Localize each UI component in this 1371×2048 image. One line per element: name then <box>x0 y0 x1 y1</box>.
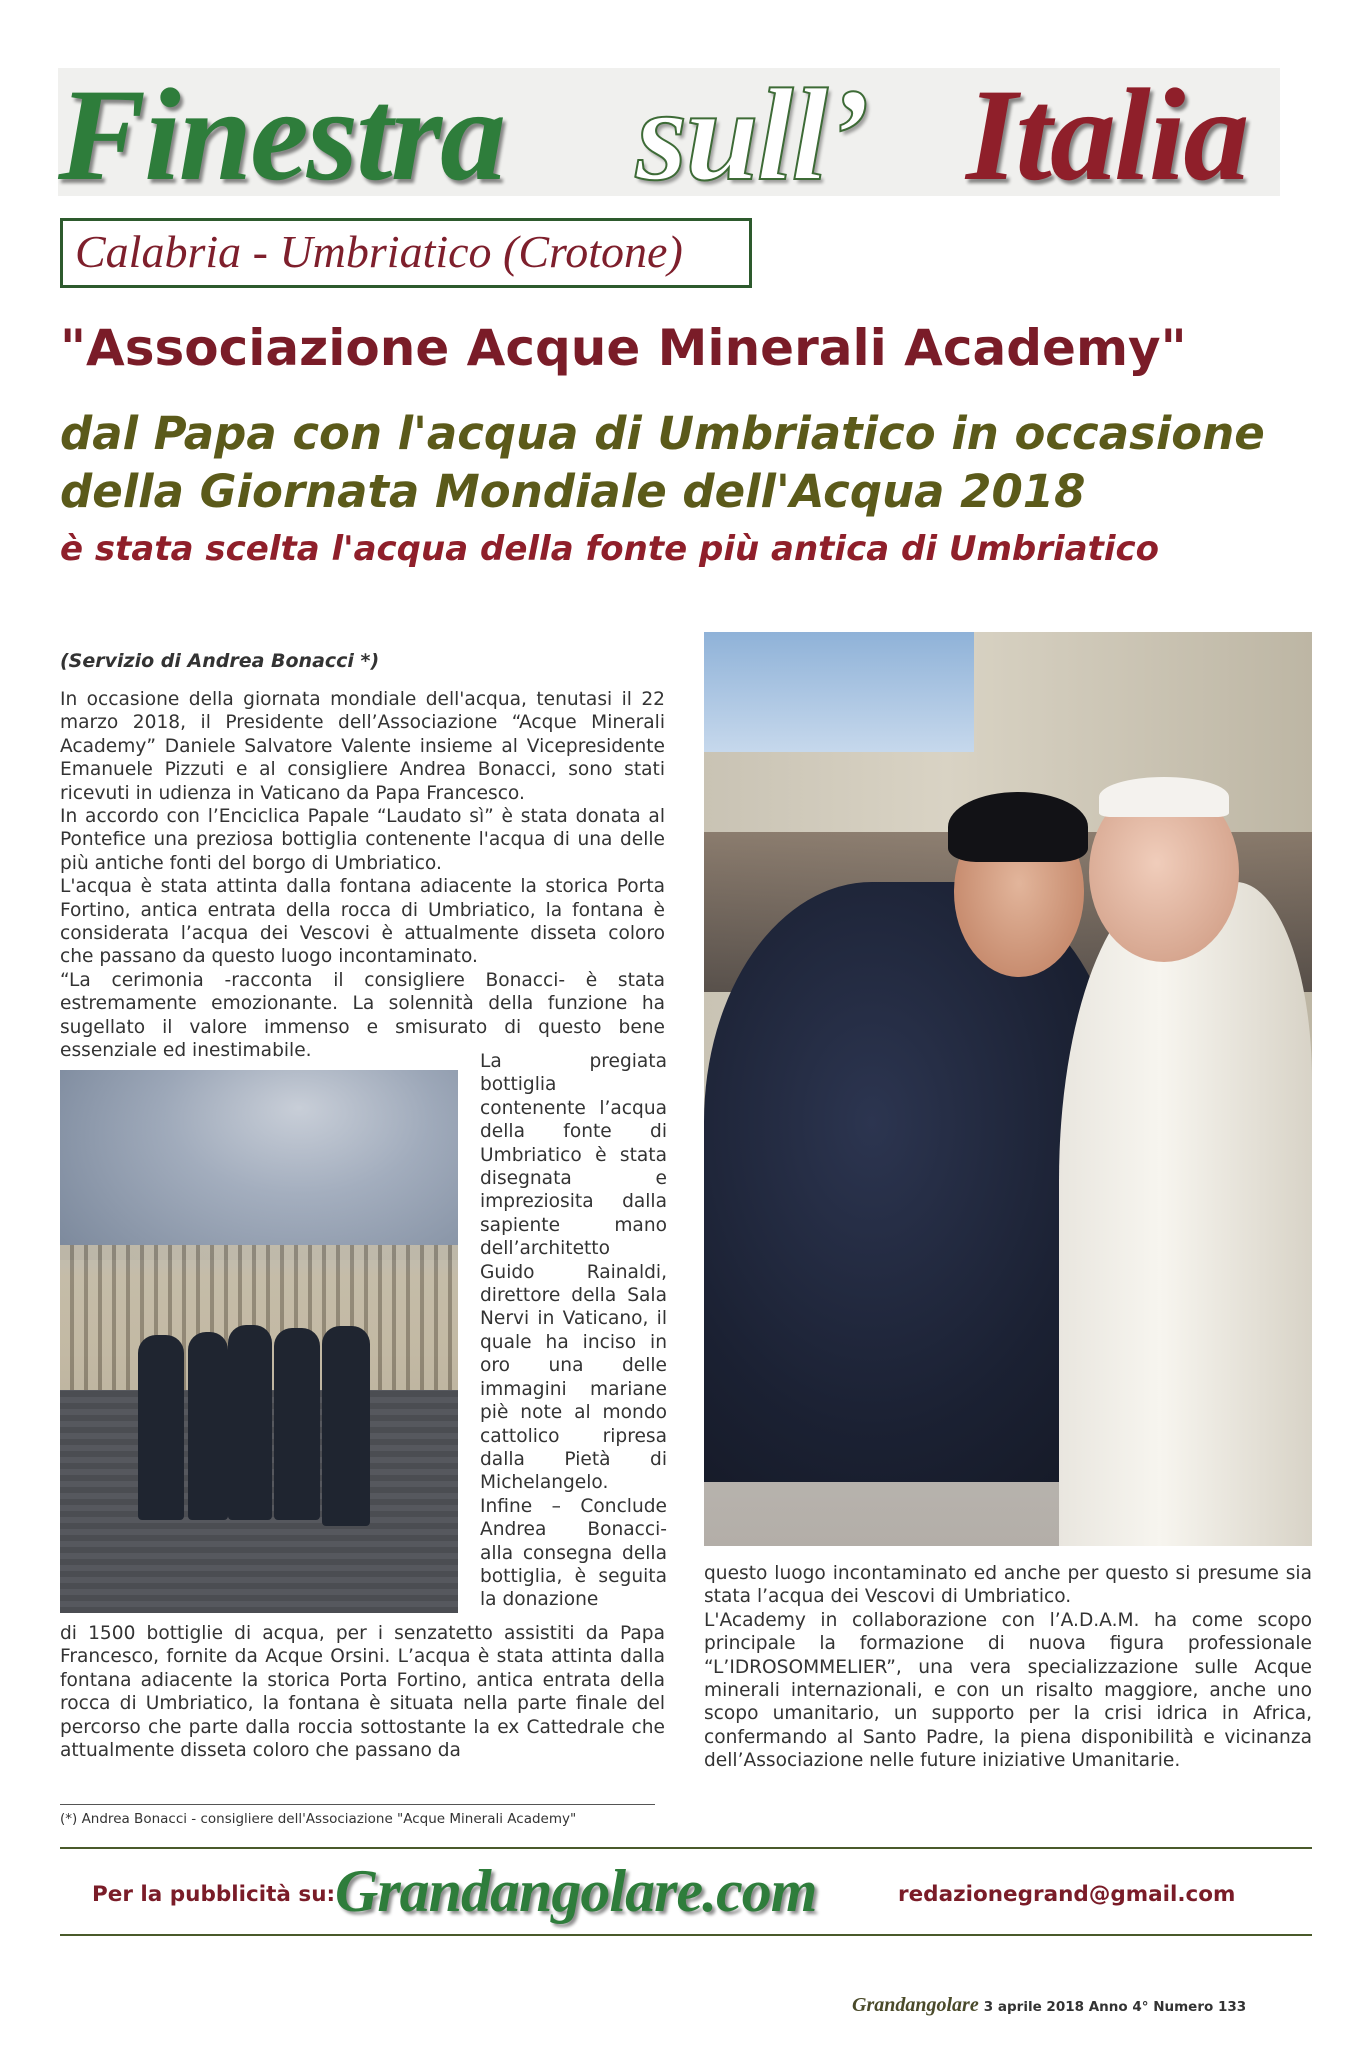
photo-person <box>188 1332 228 1520</box>
masthead-word-italia: Italia <box>966 61 1248 208</box>
masthead-word-sull: sull’ <box>636 61 869 208</box>
photo-person <box>322 1326 370 1526</box>
footnote: (*) Andrea Bonacci - consigliere dell'Associazione "Acque Minerali Academy" <box>60 1811 577 1827</box>
article-paragraph: di 1500 bottiglie di acqua, per i senzatetto assistiti da Papa Francesco, fornite da Acque Orsini. L’acqua è stata attinta dalla fontana adiacente la storica Porta Fortino, antica entrata della rocca di Umbriatico, la fontana è situata nella parte finale del percorso che parte dalla roccia sottostante la ex Cattedrale che attualmente disseta coloro che passano da <box>60 1623 665 1762</box>
article-paragraph: L'Academy in collaborazione con l’A.D.A.M. ha come scopo principale la formazione di nuova figura professionale “L’IDROSOMMELIER”, una vera specializzazione sulle Acque minerali internazionali, e con un risalto maggiore, anche uno scopo umanitario, un supporto per la crisi idrica in Africa, confermando al Santo Padre, la piena disponibilità e vicinanza dell’Associazione nelle future iniziative Umanitarie. <box>704 1609 1312 1772</box>
photo-hair <box>948 792 1088 862</box>
photo-group-st-peters-square <box>60 1070 458 1613</box>
article-paragraph: La pregiata bottiglia contenente l’acqua della fonte di Umbriatico è stata disegnata e impreziosita dalla sapiente mano dell’architetto Guido Rainaldi, direttore della Sala Nervi in Vaticano, il quale ha inciso in oro una delle immagini mariane piè note al mondo cattolico ripresa dalla Pietà di Michelangelo. <box>480 1051 667 1494</box>
masthead <box>58 61 1280 208</box>
location-box <box>60 218 752 288</box>
photo-sky <box>60 1070 458 1260</box>
article-paragraph: Infine – Conclude Andrea Bonacci- alla consegna della bottiglia, è seguita la donazione <box>480 1495 667 1611</box>
photo-pope-robe <box>1059 882 1312 1546</box>
footer-publication: Grandangolare <box>852 1994 979 2016</box>
photo-zucchetto <box>1099 777 1229 817</box>
photo-person <box>138 1335 184 1520</box>
masthead-word-finestra: Finestra <box>58 61 505 208</box>
footnote-divider <box>60 1804 655 1805</box>
ad-divider-bottom <box>60 1934 1312 1936</box>
subheadline-secondary: è stata scelta l'acqua della fonte più antica di Umbriatico <box>60 529 1159 569</box>
footer-issue: 3 aprile 2018 Anno 4° Numero 133 <box>983 1999 1247 2015</box>
article-paragraph: L'acqua è stata attinta dalla fontana adiacente la storica Porta Fortino, antica entrata della rocca di Umbriatico, la fontana è considerata l’acqua dei Vescovi è attualmente disseta coloro che passano da questo luogo incontaminato. <box>60 876 665 968</box>
photo-sky <box>704 632 974 752</box>
article-paragraph: “La cerimonia -racconta il consigliere Bonacci- è stata estremamente emozionante. La solennità della funzione ha sugellato il valore immenso e smisurato di questo bene essenziale ed inestimabile. <box>60 969 665 1062</box>
location-label: Calabria - Umbriatico (Crotone) <box>75 226 683 277</box>
subheadline: dal Papa con l'acqua di Umbriatico in occasione della Giornata Mondiale dell'Acqua 2018 <box>60 407 1265 518</box>
article-paragraph: In accordo con l’Enciclica Papale “Laudato sì” è stata donata al Pontefice una preziosa bottiglia contenente l'acqua di una delle più antiche fonti del borgo di Umbriatico. <box>60 806 665 874</box>
page-footer <box>852 1994 1246 2017</box>
headline: "Associazione Acque Minerali Academy" <box>60 319 1187 377</box>
byline: (Servizio di Andrea Bonacci *) <box>60 650 380 672</box>
article-paragraph: In occasione della giornata mondiale dell'acqua, tenutasi il 22 marzo 2018, il Presidente dell’Associazione “Acque Minerali Academy” Daniele Salvatore Valente insieme al Vicepresidente Emanuele Pizzuti e al consigliere Andrea Bonacci, sono stati ricevuti in udienza in Vaticano da Papa Francesco. <box>60 689 665 804</box>
photo-person <box>274 1328 320 1520</box>
article-column-left <box>60 688 665 1063</box>
article-column-bottom <box>60 1622 665 1762</box>
article-column-right <box>704 1562 1312 1773</box>
photo-person <box>228 1325 272 1520</box>
article-column-narrow <box>480 1050 667 1612</box>
ad-label: Per la pubblicità su: <box>92 1882 336 1907</box>
photo-pope-francis <box>704 632 1312 1546</box>
ad-divider-top <box>60 1847 1312 1849</box>
ad-email-link[interactable]: redazionegrand@gmail.com <box>898 1882 1236 1907</box>
ad-website-link[interactable]: Grandangolare.com <box>335 1858 817 1924</box>
article-paragraph: questo luogo incontaminato ed anche per questo si presume sia stata l’acqua dei Vescovi di Umbriatico. <box>704 1563 1312 1608</box>
